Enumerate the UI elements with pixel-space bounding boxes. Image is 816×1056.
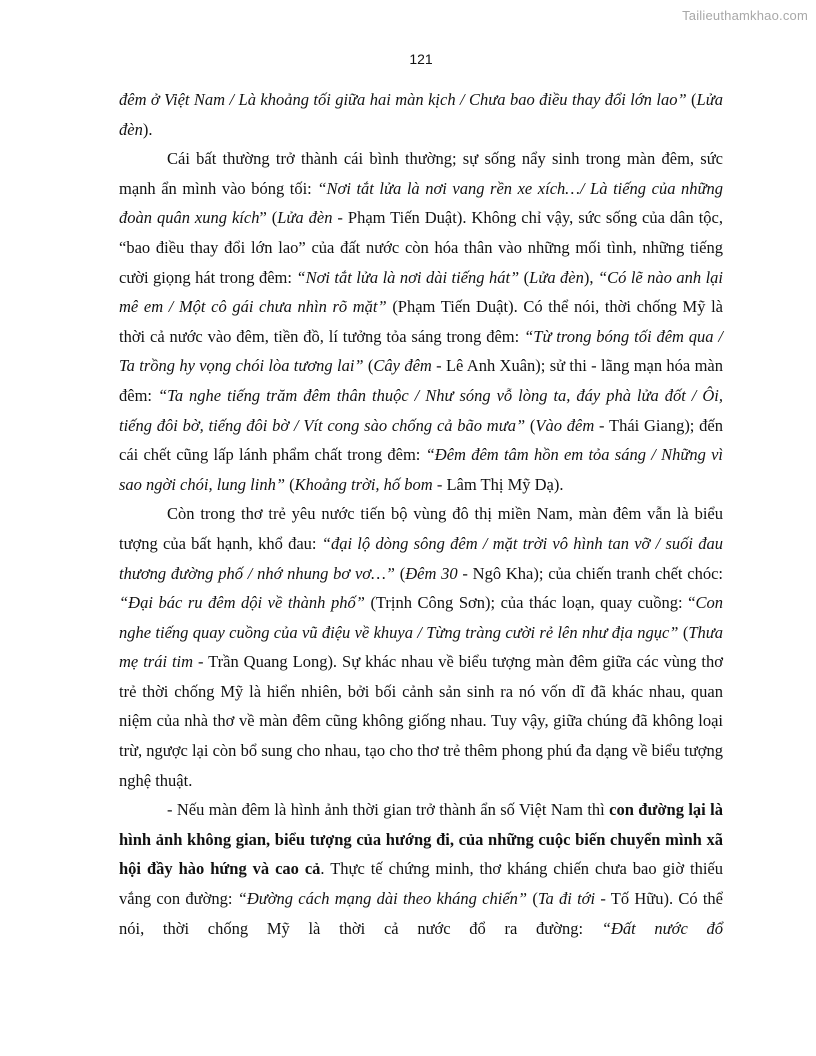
italic-text-run: “Từ trong bóng tối đêm qua / Ta trồng hy vọng chói lòa tương lai” bbox=[119, 326, 723, 376]
text-run: ( bbox=[519, 267, 530, 287]
italic-text-run: đêm ở Việt Nam / Là khoảng tối giữa hai màn kịch / Chưa bao điều thay đổi lớn lao” bbox=[119, 90, 687, 109]
text-run: - Nếu màn đêm là hình ảnh thời gian trở thành ẩn số Việt Nam thì bbox=[167, 800, 610, 820]
page-body bbox=[119, 85, 723, 943]
italic-text-run: “Đường cách mạng dài theo kháng chiến” bbox=[237, 889, 528, 909]
text-run: - Trần Quang Long). Sự khác nhau về biểu tượng màn đêm giữa các vùng thơ trẻ thời chống Mỹ là hiển nhiên, bởi bối cảnh sản sinh ra nó vốn dĩ đã khác nhau, quan niệm của nhà thơ về màn đêm cũng không giống nhau. Tuy vậy, giữa chúng đã không loại trừ, ngược lại còn bổ sung cho nhau, tạo cho thơ trẻ thêm phong phú đa dạng về biểu tượng nghệ thuật. bbox=[119, 652, 723, 790]
italic-text-run: “Nơi tắt lửa là nơi dài tiếng hát” bbox=[296, 267, 520, 287]
paragraph-2 bbox=[119, 144, 723, 499]
italic-text-run: Thưa mẹ trái tim bbox=[119, 622, 724, 672]
text-run: ( bbox=[394, 563, 406, 583]
text-run: ( bbox=[686, 90, 697, 109]
page-number: 121 bbox=[409, 51, 433, 67]
text-run: ). bbox=[142, 119, 153, 139]
text-run: - Ngô Kha); của chiến tranh chết chóc: bbox=[457, 563, 723, 583]
italic-text-run: Ta đi tới bbox=[537, 889, 596, 909]
paragraph-3 bbox=[119, 499, 723, 795]
italic-text-run: “Ta nghe tiếng trăm đêm thân thuộc / Như sóng vỗ lòng ta, đáy phà lửa đốt / Ôi, tiếng đôi bờ, tiếng đôi bờ / Vít cong sào chống cả bão mưa” bbox=[119, 385, 723, 435]
text-run: ( bbox=[527, 889, 538, 909]
text-run: - Lê Anh Xuân); sử thi - lãng mạn hóa màn đêm: bbox=[119, 356, 723, 405]
watermark: Tailieuthamkhao.com bbox=[682, 8, 808, 23]
text-run: ( bbox=[678, 622, 689, 642]
italic-text-run: Lửa đèn bbox=[119, 90, 723, 139]
italic-text-run: “Nơi tắt lửa là nơi vang rền xe xích…/ Là tiếng của những đoàn quân xung kích bbox=[119, 178, 723, 228]
text-run: . Thực tế chứng minh, thơ kháng chiến chưa bao giờ thiếu vắng con đường: bbox=[119, 859, 724, 909]
text-run: - Tố Hữu). Có thể nói, thời chống Mỹ là thời cả nước đổ ra đường: bbox=[119, 889, 723, 938]
italic-text-run: Khoảng trời, hố bom bbox=[294, 474, 433, 494]
text-run: ( bbox=[363, 356, 374, 376]
italic-text-run: Lửa đèn bbox=[529, 267, 584, 287]
italic-text-run: “đại lộ dòng sông đêm / mặt trời vô hình tan vỡ / suối đau thương đường phố / nhớ nhung bơ vơ…” bbox=[119, 533, 723, 583]
text-run: ( bbox=[525, 415, 536, 435]
italic-text-run: Cây đêm bbox=[373, 356, 432, 376]
italic-text-run: “Có lẽ nào anh lại mê em / Một cô gái chưa nhìn rõ mặt” bbox=[119, 267, 724, 317]
bold-text-run: con đường lại là hình ảnh không gian, biểu tượng của hướng đi, của những cuộc biến chuyển mình xã hội đầy hào hứng và cao cả bbox=[119, 800, 724, 879]
italic-text-run: Đêm 30 bbox=[405, 563, 458, 583]
text-run: Còn trong thơ trẻ yêu nước tiến bộ vùng đô thị miền Nam, màn đêm vẫn là biểu tượng của bất hạnh, khổ đau: bbox=[119, 504, 723, 553]
text-run: Cái bất thường trở thành cái bình thường; sự sống nẩy sinh trong màn đêm, sức mạnh ẩn mình vào bóng tối: bbox=[119, 149, 723, 198]
text-run: - Lâm Thị Mỹ Dạ). bbox=[432, 474, 564, 494]
text-run: (Phạm Tiến Duật). Có thể nói, thời chống Mỹ là thời cả nước vào đêm, tiền đồ, lí tưởng tỏa sáng trong đêm: bbox=[119, 297, 723, 346]
italic-text-run: “Đất nước đổ bbox=[601, 918, 724, 938]
italic-text-run: Vào đêm bbox=[535, 415, 595, 435]
paragraph-4 bbox=[119, 795, 723, 943]
text-run: - Phạm Tiến Duật). Không chỉ vậy, sức sống của dân tộc, “bao điều thay đổi lớn lao” của đất nước còn hóa thân vào những mối tình, những tiếng cười giọng hát trong đêm: bbox=[119, 208, 723, 287]
italic-text-run: “Đêm đêm tâm hồn em tỏa sáng / Những vì sao ngời chói, lung linh” bbox=[119, 445, 723, 494]
text-run: ), bbox=[583, 267, 598, 287]
italic-text-run: “Đại bác ru đêm dội về thành phố” bbox=[119, 593, 365, 613]
italic-text-run: Con nghe tiếng quay cuồng của vũ điệu về khuya / Từng tràng cười rẻ lên như địa ngục” bbox=[119, 593, 724, 642]
text-run: (Trịnh Công Sơn); của thác loạn, quay cuồng: “ bbox=[364, 593, 696, 613]
text-run: - Thái Giang); đến cái chết cũng lấp lánh phẩm chất trong đêm: bbox=[119, 415, 723, 465]
paragraph-1 bbox=[119, 85, 723, 144]
italic-text-run: Lửa đèn bbox=[277, 208, 333, 228]
text-run: ( bbox=[285, 474, 295, 494]
text-run: ” ( bbox=[259, 208, 278, 228]
